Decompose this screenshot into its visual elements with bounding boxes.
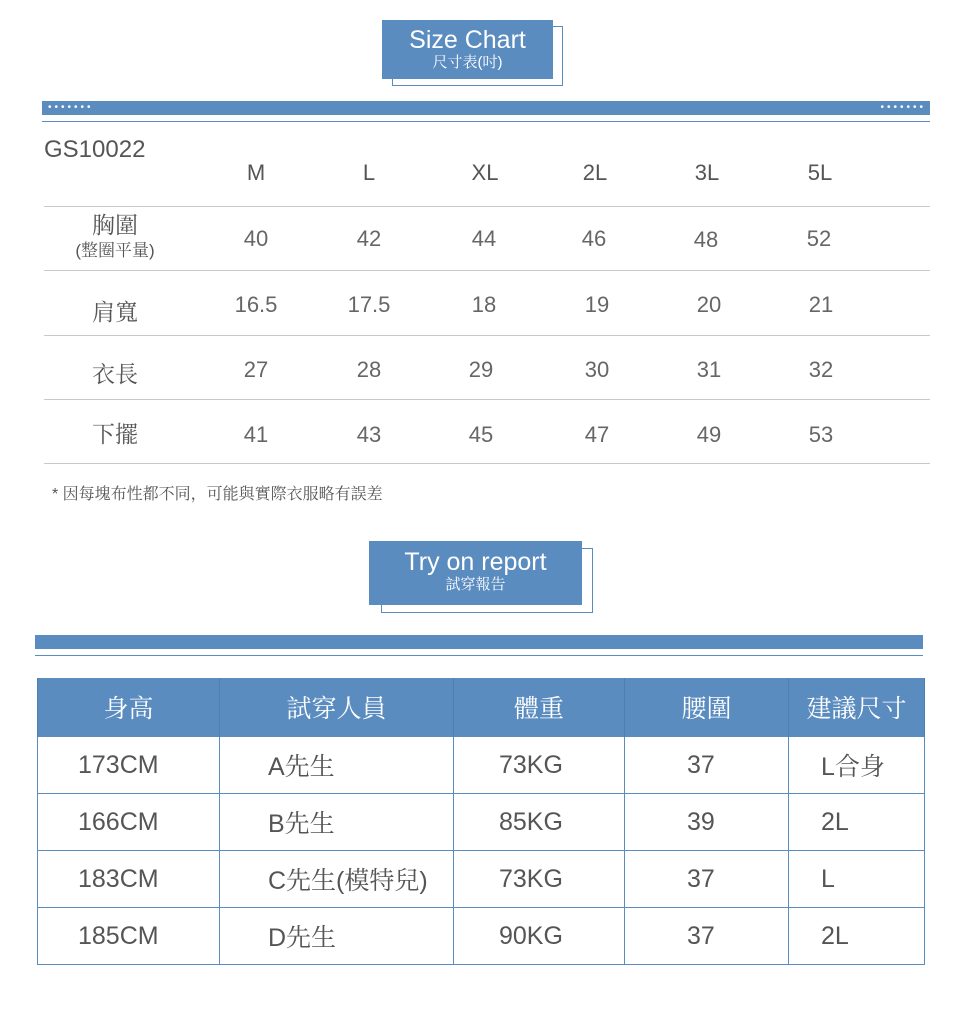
table-row — [38, 737, 925, 794]
row-divider — [44, 399, 930, 400]
size-cell: 45 — [468, 422, 494, 447]
row-label-text: 下擺 — [92, 421, 138, 447]
size-cell: 40 — [243, 226, 269, 251]
size-header: M — [246, 160, 266, 185]
product-code: GS10022 — [44, 136, 146, 163]
size-cell: 52 — [806, 226, 832, 251]
row-divider — [44, 463, 930, 464]
row-label-hem — [55, 416, 175, 449]
table-row — [38, 851, 925, 908]
size-header: XL — [471, 160, 499, 185]
cell-height: 166CM — [38, 794, 220, 851]
section-bar — [42, 101, 930, 115]
size-cell: 28 — [356, 357, 382, 382]
cell-waist: 37 — [625, 851, 789, 908]
cell-suggested-size: L合身 — [789, 737, 925, 794]
column-header-suggested-size: 建議尺寸 — [789, 678, 925, 737]
size-chart-title-box — [382, 20, 553, 79]
size-cell: 18 — [471, 292, 497, 317]
size-cell: 19 — [584, 292, 610, 317]
table-header-row — [38, 678, 925, 737]
size-header: L — [362, 160, 376, 185]
size-header: 5L — [807, 160, 833, 185]
tryon-table — [37, 678, 925, 965]
cell-height: 183CM — [38, 851, 220, 908]
table-row — [38, 908, 925, 965]
column-header-height: 身高 — [38, 678, 220, 737]
size-cell: 29 — [468, 357, 494, 382]
size-cell: 48 — [693, 227, 719, 252]
size-cell: 20 — [696, 292, 722, 317]
cell-weight: 85KG — [454, 794, 625, 851]
section-bar — [35, 635, 923, 649]
size-cell: 16.5 — [234, 292, 278, 317]
table-row — [38, 794, 925, 851]
size-chart-subtitle: 尺寸表(吋) — [432, 54, 503, 71]
section-divider — [42, 121, 930, 122]
size-cell: 17.5 — [347, 292, 391, 317]
row-label-text: 肩寬 — [92, 299, 138, 325]
tryon-title-box — [369, 541, 582, 605]
row-label-length — [55, 356, 175, 389]
cell-height: 185CM — [38, 908, 220, 965]
row-label-text: 胸圍 — [92, 212, 138, 238]
row-divider — [44, 270, 930, 271]
tryon-title: Try on report — [404, 548, 547, 576]
column-header-weight: 體重 — [454, 678, 625, 737]
size-cell: 49 — [696, 422, 722, 447]
size-cell: 53 — [808, 422, 834, 447]
size-header: 3L — [694, 160, 720, 185]
cell-waist: 37 — [625, 908, 789, 965]
size-cell: 44 — [471, 226, 497, 251]
cell-waist: 39 — [625, 794, 789, 851]
size-cell: 30 — [584, 357, 610, 382]
size-cell: 47 — [584, 422, 610, 447]
cell-waist: 37 — [625, 737, 789, 794]
row-label-shoulder — [55, 294, 175, 327]
cell-suggested-size: 2L — [789, 794, 925, 851]
cell-weight: 73KG — [454, 737, 625, 794]
size-header: 2L — [582, 160, 608, 185]
cell-height: 173CM — [38, 737, 220, 794]
cell-person: A先生 — [220, 737, 454, 794]
size-cell: 43 — [356, 422, 382, 447]
dots-right-decoration: ••••••• — [880, 102, 926, 113]
size-cell: 32 — [808, 357, 834, 382]
row-divider — [44, 206, 930, 207]
size-cell: 27 — [243, 357, 269, 382]
size-chart-title: Size Chart — [409, 26, 526, 54]
column-header-person: 試穿人員 — [220, 678, 454, 737]
tryon-subtitle: 試穿報告 — [445, 576, 506, 593]
size-cell: 31 — [696, 357, 722, 382]
cell-suggested-size: L — [789, 851, 925, 908]
size-note: * 因每塊布性都不同，可能與實際衣服略有誤差 — [52, 486, 383, 503]
cell-person: B先生 — [220, 794, 454, 851]
size-cell: 42 — [356, 226, 382, 251]
size-cell: 41 — [243, 422, 269, 447]
cell-person: C先生(模特兒) — [220, 851, 454, 908]
size-cell: 21 — [808, 292, 834, 317]
cell-suggested-size: 2L — [789, 908, 925, 965]
cell-weight: 90KG — [454, 908, 625, 965]
column-header-waist: 腰圍 — [625, 678, 789, 737]
dots-left-decoration: ••••••• — [48, 102, 94, 113]
cell-person: D先生 — [220, 908, 454, 965]
row-label-chest — [55, 212, 175, 264]
size-cell: 46 — [581, 226, 607, 251]
section-divider — [35, 655, 923, 656]
cell-weight: 73KG — [454, 851, 625, 908]
row-label-text: 衣長 — [92, 361, 138, 387]
row-sublabel: (整圈平量) — [75, 241, 155, 260]
row-divider — [44, 335, 930, 336]
